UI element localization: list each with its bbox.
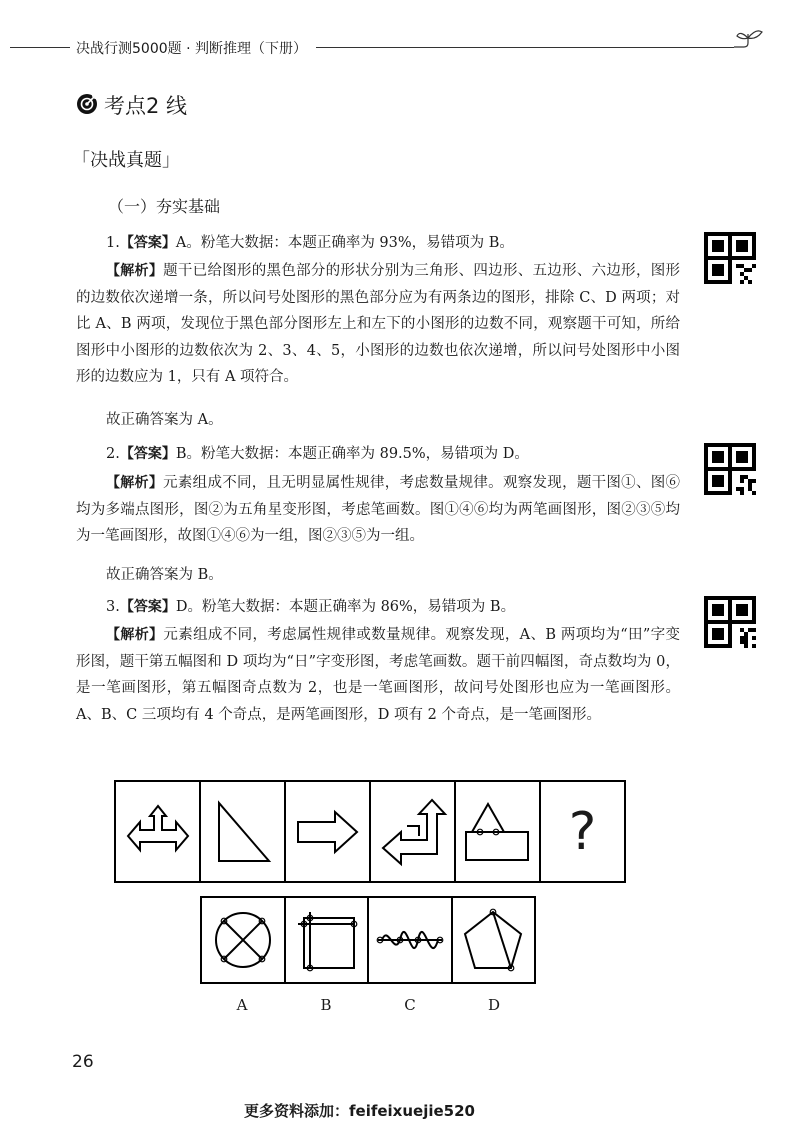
question-number: 2. [106, 446, 120, 462]
section-title: 考点2 线 [104, 94, 188, 118]
figure-cell-3 [286, 782, 371, 881]
analysis-label: 【解析】 [106, 627, 164, 643]
question-number: 1. [106, 235, 120, 251]
sub-heading: 「决战真题」 [72, 150, 180, 171]
question-1-answer [76, 230, 680, 257]
part-heading: （一）夯实基础 [108, 197, 221, 216]
question-3-answer [76, 594, 680, 621]
figure-cell-1 [116, 782, 201, 881]
option-label-c: C [404, 996, 416, 1014]
question-2-analysis [76, 470, 680, 550]
answer-text: B。粉笔大数据：本题正确率为 89.5%，易错项为 D。 [175, 446, 529, 462]
answer-label: 【答案】 [119, 599, 176, 615]
question-3-analysis [76, 622, 680, 728]
tri-arrow-figure [123, 802, 193, 862]
triangle-rectangle-figure [462, 796, 534, 868]
option-figure-c[interactable] [369, 898, 453, 982]
circle-cross-figure [207, 904, 279, 976]
bent-arrow-figure [377, 796, 449, 868]
triangle-figure [213, 797, 273, 867]
header-rule-left [10, 47, 70, 48]
question-1-conclusion: 故正确答案为 A。 [106, 412, 223, 428]
qr-code-icon[interactable] [704, 232, 756, 284]
sub-heading-text: 决战真题 [90, 150, 162, 171]
figure-cell-4 [371, 782, 456, 881]
analysis-text: 元素组成不同，考虑属性规律或数量规律。观察发现，A、B 两项均为“田”字变形图，题干第五幅图和 D 项均为“日”字变形图，考虑笔画数。题干前四幅图，奇点数均为 0，是一笔画图形，第五幅图奇点数为 2，也是一笔画图形，故问号处图形也应为一笔画图形。A、B、C 三项均有 4 个奇点，是两笔画图形，D 项有 2 个奇点，是一笔画图形。 [76, 627, 681, 723]
qr-code-icon[interactable] [704, 443, 756, 495]
page-number: 26 [72, 1052, 94, 1072]
pentagon-figure [457, 904, 529, 976]
option-label-b: B [320, 996, 332, 1014]
figure-cell-question [541, 782, 624, 881]
analysis-label: 【解析】 [106, 475, 164, 491]
square-grid-figure [290, 904, 362, 976]
option-figure-a[interactable] [202, 898, 286, 982]
header-rule-right [316, 47, 734, 48]
qr-code-icon[interactable] [704, 596, 756, 648]
question-mark: ? [568, 801, 597, 862]
question-number: 3. [106, 599, 120, 615]
running-title: 决战行测5000题 · 判断推理（下册） [76, 41, 307, 57]
option-label-d: D [487, 996, 501, 1014]
arrow-right-figure [293, 807, 363, 857]
analysis-text: 元素组成不同，且无明显属性规律，考虑数量规律。观察发现，题干图①、图⑥均为多端点图形，图②为五角星变形图，考虑笔画数。图①④⑥均为两笔画图形，图②③⑤均为一笔画图形，故图①④⑥为一组，图②③⑤为一组。 [76, 475, 681, 544]
wave-figure [372, 904, 448, 976]
option-figure-d[interactable] [453, 898, 535, 982]
question-2-answer [76, 441, 680, 468]
answer-label: 【答案】 [119, 235, 176, 251]
question-figure-row [114, 780, 626, 883]
footer-note: 更多资料添加：feifeixuejie520 [244, 1102, 475, 1120]
question-1-analysis [76, 258, 680, 391]
answer-text: A。粉笔大数据：本题正确率为 93%，易错项为 B。 [175, 235, 514, 251]
sprout-icon [734, 28, 770, 62]
figure-cell-2 [201, 782, 286, 881]
option-figure-row [200, 896, 536, 984]
figure-cell-5 [456, 782, 541, 881]
target-icon [76, 93, 98, 119]
question-2-conclusion: 故正确答案为 B。 [106, 567, 223, 583]
option-figure-b[interactable] [286, 898, 370, 982]
option-label-a: A [236, 996, 248, 1014]
analysis-label: 【解析】 [106, 263, 164, 279]
answer-text: D。粉笔大数据：本题正确率为 86%，易错项为 B。 [175, 599, 516, 615]
analysis-text: 题干已给图形的黑色部分的形状分别为三角形、四边形、五边形、六边形，图形的边数依次递增一条，所以问号处图形的黑色部分应为有两条边的图形，排除 C、D 两项；对比 A、B 两项，发现位于黑色部分图形左上和左下的小图形的边数不同，观察题干可知，所给图形中小图形的边数依次为 2、3、4、5，小图形的边数也依次递增，所以问号处图形中小图形的边数应为 1，只有 A 项符合。 [76, 263, 681, 385]
answer-label: 【答案】 [119, 446, 176, 462]
